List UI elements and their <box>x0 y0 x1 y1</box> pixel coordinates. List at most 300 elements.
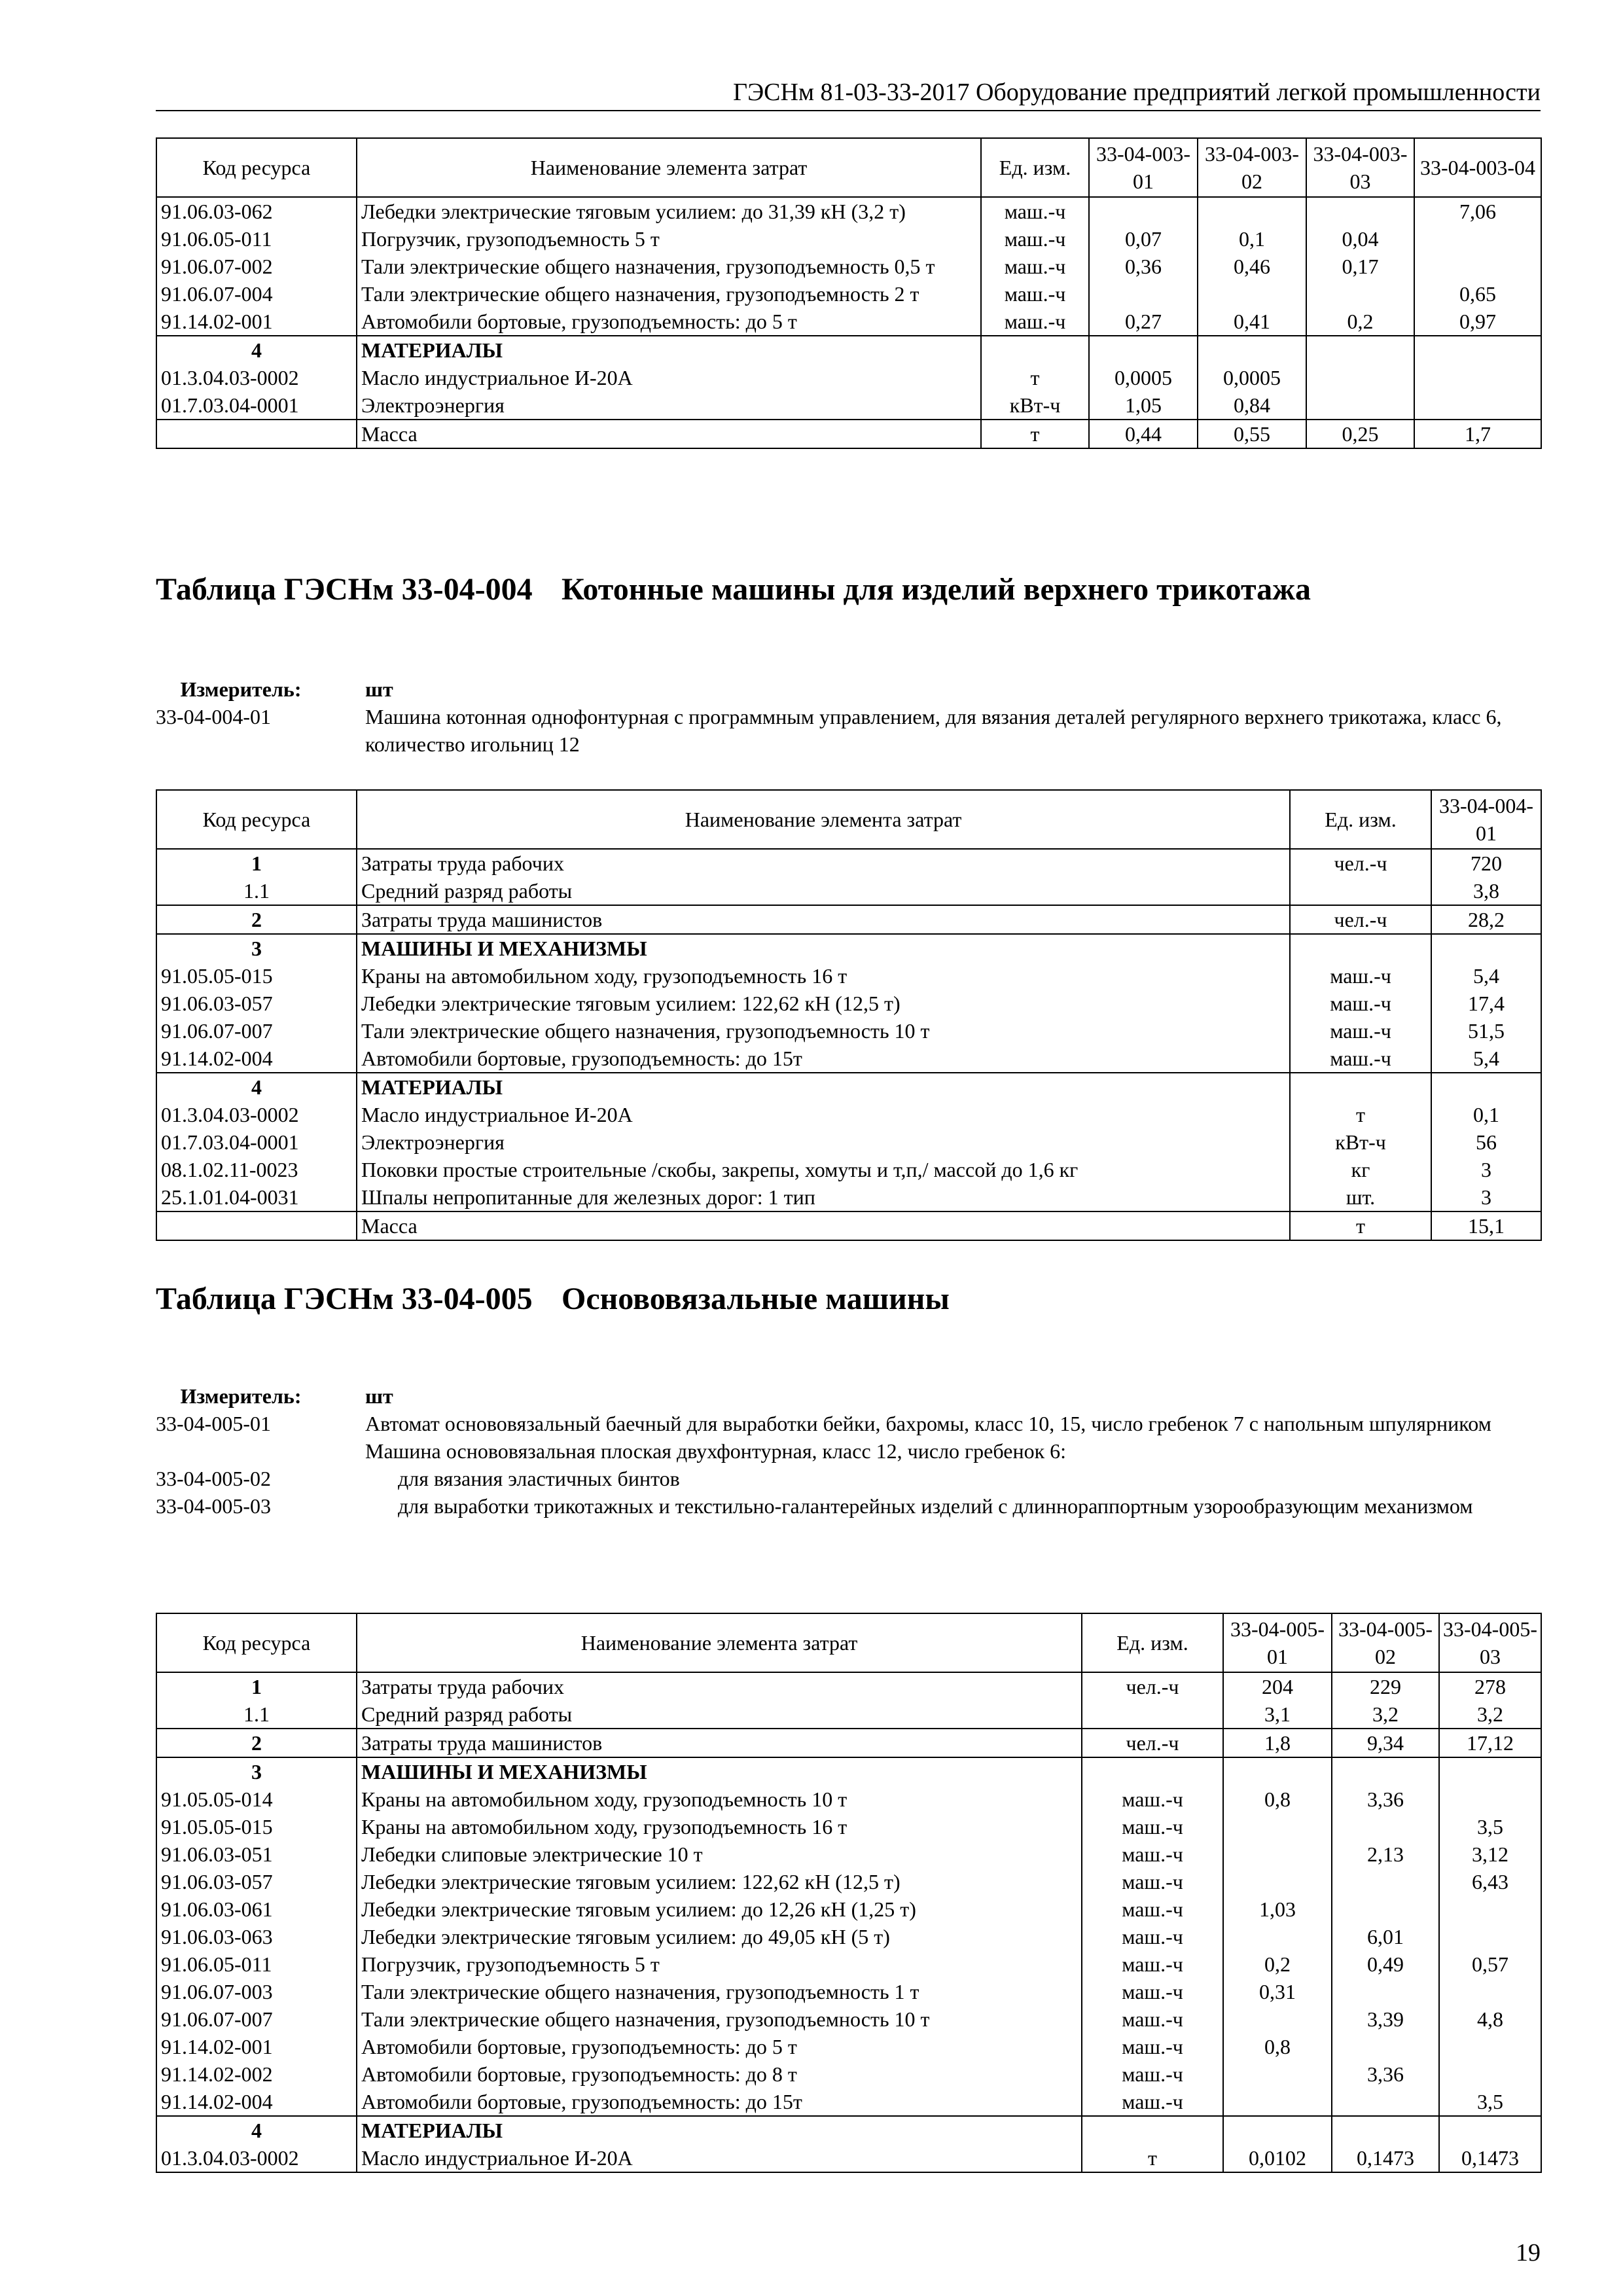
table-row <box>156 1895 1541 1923</box>
norm-value <box>1332 1978 1439 2005</box>
meter-label: Измеритель: <box>180 677 302 701</box>
resource-code: 91.06.03-051 <box>156 1840 357 1868</box>
meter-block-33-04-004 <box>156 675 1541 758</box>
resource-code: 91.06.07-004 <box>156 280 357 308</box>
meter-block-33-04-005 <box>156 1382 1541 1520</box>
resource-code: 4 <box>156 336 357 364</box>
cost-element-name: МАТЕРИАЛЫ <box>357 336 981 364</box>
meter-item <box>156 1492 1541 1520</box>
unit-of-measure: шт. <box>1290 1183 1431 1211</box>
norm-value: 3,12 <box>1439 1840 1541 1868</box>
norm-value: 9,34 <box>1332 1729 1439 1757</box>
cost-element-name: Лебедки электрические тяговым усилием: до 49,05 кН (5 т) <box>357 1923 1082 1950</box>
norm-value: 0,44 <box>1089 420 1198 448</box>
unit-of-measure: чел.-ч <box>1290 905 1431 934</box>
unit-of-measure: маш.-ч <box>1082 1950 1223 1978</box>
table-row <box>156 1101 1541 1128</box>
table-row <box>156 1128 1541 1156</box>
unit-of-measure: т <box>981 364 1089 391</box>
table-row <box>156 962 1541 990</box>
resource-code: 91.14.02-002 <box>156 2060 357 2088</box>
column-header: Ед. изм. <box>1082 1613 1223 1672</box>
resource-code: 01.3.04.03-0002 <box>156 364 357 391</box>
cost-element-name: Затраты труда рабочих <box>357 1672 1082 1700</box>
cost-element-name: Средний разряд работы <box>357 877 1290 905</box>
norm-value: 3,39 <box>1332 2005 1439 2033</box>
norm-value: 0,1 <box>1431 1101 1541 1128</box>
unit-of-measure: маш.-ч <box>981 280 1089 308</box>
norm-value: 7,06 <box>1414 197 1541 225</box>
table-row <box>156 877 1541 905</box>
norm-value: 0,2 <box>1306 308 1414 336</box>
resource-code: 91.14.02-001 <box>156 308 357 336</box>
norm-value <box>1332 2033 1439 2060</box>
table-row <box>156 2005 1541 2033</box>
cost-element-name: Средний разряд работы <box>357 1700 1082 1729</box>
cost-element-name: Затраты труда машинистов <box>357 1729 1082 1757</box>
norm-value <box>1223 1868 1332 1895</box>
norm-value: 229 <box>1332 1672 1439 1700</box>
norm-code-header: 33-04-005-02 <box>1332 1613 1439 1672</box>
norm-value: 0,46 <box>1198 253 1306 280</box>
norm-value: 28,2 <box>1431 905 1541 934</box>
resource-code: 3 <box>156 1757 357 1785</box>
norm-value: 0,31 <box>1223 1978 1332 2005</box>
norm-value: 3 <box>1431 1183 1541 1211</box>
norm-value: 5,4 <box>1431 1045 1541 1073</box>
resource-code: 91.06.07-007 <box>156 2005 357 2033</box>
unit-of-measure: маш.-ч <box>1082 2033 1223 2060</box>
norm-value <box>1198 280 1306 308</box>
cost-element-name: Погрузчик, грузоподъемность 5 т <box>357 1950 1082 1978</box>
norm-value: 0,65 <box>1414 280 1541 308</box>
cost-element-name: Масса <box>357 420 981 448</box>
unit-of-measure: маш.-ч <box>981 253 1089 280</box>
norm-code-header: 33-04-003-01 <box>1089 138 1198 197</box>
column-header: Код ресурса <box>156 138 357 197</box>
unit-of-measure <box>1082 1700 1223 1729</box>
norm-value <box>1223 2116 1332 2144</box>
norm-value <box>1439 2116 1541 2144</box>
norm-value: 6,43 <box>1439 1868 1541 1895</box>
cost-element-name: Шпалы непропитанные для железных дорог: 1 тип <box>357 1183 1290 1211</box>
column-header: Ед. изм. <box>981 138 1089 197</box>
norm-value: 0,8 <box>1223 2033 1332 2060</box>
meter-value: шт <box>365 1384 393 1408</box>
norm-value: 0,25 <box>1306 420 1414 448</box>
norm-value: 0,1 <box>1198 225 1306 253</box>
table-title-text: Котонные машины для изделий верхнего трикотажа <box>562 572 1311 607</box>
cost-element-name: Автомобили бортовые, грузоподъемность: до 5 т <box>357 2033 1082 2060</box>
norm-value: 0,0102 <box>1223 2144 1332 2172</box>
norm-value: 0,49 <box>1332 1950 1439 1978</box>
norm-code: 33-04-005-03 <box>156 1494 271 1518</box>
norm-value: 1,03 <box>1223 1895 1332 1923</box>
table-row <box>156 1978 1541 2005</box>
resource-table-33-04-005 <box>156 1613 1542 2173</box>
norm-code-header: 33-04-003-03 <box>1306 138 1414 197</box>
unit-of-measure: маш.-ч <box>981 225 1089 253</box>
unit-of-measure: кВт-ч <box>1290 1128 1431 1156</box>
unit-of-measure <box>1290 1073 1431 1101</box>
table-row <box>156 391 1541 420</box>
norm-value <box>1306 364 1414 391</box>
resource-code: 91.06.03-061 <box>156 1895 357 1923</box>
cost-element-name: Масло индустриальное И-20А <box>357 2144 1082 2172</box>
norm-code: 33-04-005-02 <box>156 1467 271 1490</box>
resource-code <box>156 1211 357 1240</box>
unit-of-measure: маш.-ч <box>1082 1923 1223 1950</box>
resource-code: 91.06.03-057 <box>156 1868 357 1895</box>
table-row <box>156 1923 1541 1950</box>
unit-of-measure: маш.-ч <box>1082 1840 1223 1868</box>
meter-item <box>156 1410 1541 1437</box>
cost-element-name: Краны на автомобильном ходу, грузоподъемность 10 т <box>357 1785 1082 1813</box>
resource-code: 25.1.01.04-0031 <box>156 1183 357 1211</box>
norm-value <box>1439 1923 1541 1950</box>
cost-element-name: Автомобили бортовые, грузоподъемность: до 5 т <box>357 308 981 336</box>
unit-of-measure: т <box>1290 1211 1431 1240</box>
unit-of-measure: маш.-ч <box>1082 1895 1223 1923</box>
norm-value: 1,05 <box>1089 391 1198 420</box>
norm-value: 0,55 <box>1198 420 1306 448</box>
resource-code <box>156 420 357 448</box>
cost-element-name: Автомобили бортовые, грузоподъемность: до 15т <box>357 2088 1082 2116</box>
unit-of-measure: чел.-ч <box>1082 1729 1223 1757</box>
norm-value: 51,5 <box>1431 1017 1541 1045</box>
meter-item <box>156 1465 1541 1492</box>
cost-element-name: Масса <box>357 1211 1290 1240</box>
section-row <box>156 849 1541 877</box>
unit-of-measure <box>1082 2116 1223 2144</box>
norm-description: для вязания эластичных бинтов <box>398 1467 680 1490</box>
table-row <box>156 990 1541 1017</box>
table-row <box>156 1785 1541 1813</box>
cost-element-name: Лебедки электрические тяговым усилием: до 12,26 кН (1,25 т) <box>357 1895 1082 1923</box>
norm-value <box>1414 336 1541 364</box>
resource-code: 91.06.03-063 <box>156 1923 357 1950</box>
table-row <box>156 308 1541 336</box>
cost-element-name: Погрузчик, грузоподъемность 5 т <box>357 225 981 253</box>
norm-value: 4,8 <box>1439 2005 1541 2033</box>
norm-description: для выработки трикотажных и текстильно-галантерейных изделий с длиннораппортным узорообразующим механизмом <box>398 1494 1473 1518</box>
resource-code: 1 <box>156 1672 357 1700</box>
resource-code: 91.06.07-003 <box>156 1978 357 2005</box>
unit-of-measure <box>1290 934 1431 962</box>
column-header: Наименование элемента затрат <box>357 138 981 197</box>
norm-value: 0,1473 <box>1332 2144 1439 2172</box>
norm-value: 17,12 <box>1439 1729 1541 1757</box>
norm-value <box>1439 1757 1541 1785</box>
column-header: Наименование элемента затрат <box>357 1613 1082 1672</box>
norm-value <box>1439 2060 1541 2088</box>
table-title-text: Основовязальные машины <box>562 1282 950 1316</box>
unit-of-measure <box>1082 1757 1223 1785</box>
norm-value <box>1332 1757 1439 1785</box>
resource-code: 91.14.02-004 <box>156 1045 357 1073</box>
norm-value <box>1198 197 1306 225</box>
table-header-row <box>156 138 1541 197</box>
meter-label: Измеритель: <box>180 1384 302 1408</box>
norm-value: 0,1473 <box>1439 2144 1541 2172</box>
norm-value: 15,1 <box>1431 1211 1541 1240</box>
norm-value <box>1089 280 1198 308</box>
resource-code: 01.7.03.04-0001 <box>156 1128 357 1156</box>
table-row <box>156 253 1541 280</box>
norm-value: 0,57 <box>1439 1950 1541 1978</box>
norm-value: 3,36 <box>1332 1785 1439 1813</box>
resource-code: 01.3.04.03-0002 <box>156 1101 357 1128</box>
unit-of-measure: маш.-ч <box>981 197 1089 225</box>
norm-value: 6,01 <box>1332 1923 1439 1950</box>
mass-row <box>156 420 1541 448</box>
column-header: Код ресурса <box>156 1613 357 1672</box>
norm-value: 3,5 <box>1439 2088 1541 2116</box>
unit-of-measure: т <box>1082 2144 1223 2172</box>
cost-element-name: МАШИНЫ И МЕХАНИЗМЫ <box>357 934 1290 962</box>
norm-code: 33-04-004-01 <box>156 705 271 728</box>
norm-value: 0,97 <box>1414 308 1541 336</box>
norm-value: 3,8 <box>1431 877 1541 905</box>
page-number: 19 <box>1516 2239 1541 2267</box>
norm-value <box>1332 1813 1439 1840</box>
norm-value: 3,2 <box>1332 1700 1439 1729</box>
section-row <box>156 1672 1541 1700</box>
resource-code: 4 <box>156 1073 357 1101</box>
norm-value <box>1223 2005 1332 2033</box>
cost-element-name: Электроэнергия <box>357 1128 1290 1156</box>
table-row <box>156 1950 1541 1978</box>
norm-value <box>1439 2033 1541 2060</box>
resource-code: 91.06.05-011 <box>156 225 357 253</box>
norm-value: 0,27 <box>1089 308 1198 336</box>
cost-element-name: МАШИНЫ И МЕХАНИЗМЫ <box>357 1757 1082 1785</box>
norm-value <box>1414 225 1541 253</box>
resource-code: 91.06.07-002 <box>156 253 357 280</box>
table-title-number: Таблица ГЭСНм 33-04-004 <box>156 572 533 607</box>
table-row <box>156 280 1541 308</box>
norm-value <box>1223 2060 1332 2088</box>
table-row <box>156 1045 1541 1073</box>
norm-value: 0,0005 <box>1198 364 1306 391</box>
resource-code: 01.7.03.04-0001 <box>156 391 357 420</box>
unit-of-measure: маш.-ч <box>1290 962 1431 990</box>
norm-value: 5,4 <box>1431 962 1541 990</box>
resource-code: 4 <box>156 2116 357 2144</box>
section-row <box>156 1073 1541 1101</box>
table-row <box>156 364 1541 391</box>
norm-value: 3,5 <box>1439 1813 1541 1840</box>
section-row <box>156 336 1541 364</box>
cost-element-name: Лебедки слиповые электрические 10 т <box>357 1840 1082 1868</box>
unit-of-measure: маш.-ч <box>1082 1785 1223 1813</box>
norm-value <box>1223 1757 1332 1785</box>
unit-of-measure: маш.-ч <box>1082 2060 1223 2088</box>
norm-description: Машина основовязальная плоская двухфонтурная, класс 12, число гребенок 6: <box>365 1439 1066 1463</box>
unit-of-measure: маш.-ч <box>1082 2005 1223 2033</box>
unit-of-measure: кВт-ч <box>981 391 1089 420</box>
norm-value <box>1198 336 1306 364</box>
cost-element-name: Краны на автомобильном ходу, грузоподъемность 16 т <box>357 962 1290 990</box>
column-header: Код ресурса <box>156 790 357 849</box>
table-row <box>156 225 1541 253</box>
table-row <box>156 197 1541 225</box>
norm-value <box>1414 364 1541 391</box>
resource-code: 91.06.05-011 <box>156 1950 357 1978</box>
norm-value <box>1089 197 1198 225</box>
norm-code-header: 33-04-003-04 <box>1414 138 1541 197</box>
norm-value <box>1431 1073 1541 1101</box>
unit-of-measure <box>981 336 1089 364</box>
cost-element-name: Масло индустриальное И-20А <box>357 364 981 391</box>
norm-value: 0,2 <box>1223 1950 1332 1978</box>
norm-value <box>1223 1840 1332 1868</box>
table-row <box>156 1813 1541 1840</box>
norm-value <box>1439 1895 1541 1923</box>
cost-element-name: Автомобили бортовые, грузоподъемность: до 15т <box>357 1045 1290 1073</box>
table-title-33-04-005 <box>156 1279 950 1319</box>
section-row <box>156 1757 1541 1785</box>
table-header-row <box>156 790 1541 849</box>
cost-element-name: Тали электрические общего назначения, грузоподъемность 10 т <box>357 1017 1290 1045</box>
norm-code: 33-04-005-01 <box>156 1412 271 1435</box>
table-row <box>156 1156 1541 1183</box>
norm-value <box>1332 1868 1439 1895</box>
resource-table-33-04-003 <box>156 137 1542 449</box>
unit-of-measure: маш.-ч <box>1290 1045 1431 1073</box>
norm-value <box>1223 1923 1332 1950</box>
table-row <box>156 2033 1541 2060</box>
norm-value <box>1332 2116 1439 2144</box>
column-header: Наименование элемента затрат <box>357 790 1290 849</box>
norm-code-header: 33-04-003-02 <box>1198 138 1306 197</box>
norm-value: 278 <box>1439 1672 1541 1700</box>
resource-code: 1 <box>156 849 357 877</box>
norm-code <box>156 1437 365 1465</box>
table-row <box>156 2088 1541 2116</box>
norm-value <box>1332 2088 1439 2116</box>
cost-element-name: МАТЕРИАЛЫ <box>357 1073 1290 1101</box>
resource-code: 91.14.02-004 <box>156 2088 357 2116</box>
unit-of-measure <box>1290 877 1431 905</box>
table-title-number: Таблица ГЭСНм 33-04-005 <box>156 1282 533 1316</box>
norm-value: 0,0005 <box>1089 364 1198 391</box>
resource-code: 01.3.04.03-0002 <box>156 2144 357 2172</box>
norm-value <box>1223 1813 1332 1840</box>
table-header-row <box>156 1613 1541 1672</box>
cost-element-name: Краны на автомобильном ходу, грузоподъемность 16 т <box>357 1813 1082 1840</box>
norm-value <box>1439 1785 1541 1813</box>
norm-value: 56 <box>1431 1128 1541 1156</box>
cost-element-name: Тали электрические общего назначения, грузоподъемность 0,5 т <box>357 253 981 280</box>
norm-value <box>1332 1895 1439 1923</box>
resource-code: 1.1 <box>156 1700 357 1729</box>
norm-value: 0,41 <box>1198 308 1306 336</box>
cost-element-name: Электроэнергия <box>357 391 981 420</box>
unit-of-measure: чел.-ч <box>1082 1672 1223 1700</box>
cost-element-name: Масло индустриальное И-20А <box>357 1101 1290 1128</box>
resource-code: 08.1.02.11-0023 <box>156 1156 357 1183</box>
norm-value <box>1089 336 1198 364</box>
norm-value: 3,1 <box>1223 1700 1332 1729</box>
table-title-33-04-004 <box>156 569 1311 610</box>
unit-of-measure: маш.-ч <box>1290 990 1431 1017</box>
table-row <box>156 1017 1541 1045</box>
norm-value <box>1306 280 1414 308</box>
cost-element-name: МАТЕРИАЛЫ <box>357 2116 1082 2144</box>
column-header: Ед. изм. <box>1290 790 1431 849</box>
norm-value: 720 <box>1431 849 1541 877</box>
cost-element-name: Тали электрические общего назначения, грузоподъемность 1 т <box>357 1978 1082 2005</box>
norm-value <box>1306 336 1414 364</box>
table-row <box>156 1868 1541 1895</box>
norm-value: 2,13 <box>1332 1840 1439 1868</box>
cost-element-name: Тали электрические общего назначения, грузоподъемность 10 т <box>357 2005 1082 2033</box>
unit-of-measure: т <box>1290 1101 1431 1128</box>
resource-code: 91.06.03-062 <box>156 197 357 225</box>
norm-value: 3,36 <box>1332 2060 1439 2088</box>
section-row <box>156 934 1541 962</box>
norm-value <box>1414 391 1541 420</box>
unit-of-measure: кг <box>1290 1156 1431 1183</box>
cost-element-name: Лебедки электрические тяговым усилием: 122,62 кН (12,5 т) <box>357 1868 1082 1895</box>
cost-element-name: Лебедки электрические тяговым усилием: 122,62 кН (12,5 т) <box>357 990 1290 1017</box>
norm-value <box>1223 2088 1332 2116</box>
norm-value: 0,17 <box>1306 253 1414 280</box>
cost-element-name: Затраты труда машинистов <box>357 905 1290 934</box>
unit-of-measure: маш.-ч <box>1290 1017 1431 1045</box>
norm-code-header: 33-04-005-01 <box>1223 1613 1332 1672</box>
norm-value <box>1306 197 1414 225</box>
resource-code: 91.05.05-015 <box>156 1813 357 1840</box>
norm-value: 0,07 <box>1089 225 1198 253</box>
unit-of-measure: т <box>981 420 1089 448</box>
table-row <box>156 2144 1541 2172</box>
meter-item <box>156 1437 1541 1465</box>
norm-value: 0,36 <box>1089 253 1198 280</box>
norm-value: 0,04 <box>1306 225 1414 253</box>
unit-of-measure: маш.-ч <box>981 308 1089 336</box>
resource-code: 1.1 <box>156 877 357 905</box>
unit-of-measure: маш.-ч <box>1082 2088 1223 2116</box>
norm-description: Машина котонная однофонтурная с программным управлением, для вязания деталей регулярного верхнего трикотажа, класс 6, количество игольниц 12 <box>365 705 1502 756</box>
table-row <box>156 2060 1541 2088</box>
norm-value: 204 <box>1223 1672 1332 1700</box>
table-row <box>156 1840 1541 1868</box>
resource-code: 3 <box>156 934 357 962</box>
cost-element-name: Поковки простые строительные /скобы, закрепы, хомуты и т,п,/ массой до 1,6 кг <box>357 1156 1290 1183</box>
norm-description: Автомат основовязальный баечный для выработки бейки, бахромы, класс 10, 15, число гребенок 7 с напольным шпулярником <box>365 1412 1491 1435</box>
meter-value: шт <box>365 677 393 701</box>
norm-value: 1,7 <box>1414 420 1541 448</box>
norm-code-header: 33-04-004-01 <box>1431 790 1541 849</box>
resource-code: 91.05.05-014 <box>156 1785 357 1813</box>
cost-element-name: Тали электрические общего назначения, грузоподъемность 2 т <box>357 280 981 308</box>
unit-of-measure: чел.-ч <box>1290 849 1431 877</box>
cost-element-name: Лебедки электрические тяговым усилием: до 31,39 кН (3,2 т) <box>357 197 981 225</box>
resource-code: 2 <box>156 905 357 934</box>
norm-value: 1,8 <box>1223 1729 1332 1757</box>
norm-value <box>1431 934 1541 962</box>
resource-code: 91.05.05-015 <box>156 962 357 990</box>
section-row <box>156 1729 1541 1757</box>
unit-of-measure: маш.-ч <box>1082 1813 1223 1840</box>
unit-of-measure: маш.-ч <box>1082 1868 1223 1895</box>
norm-code-header: 33-04-005-03 <box>1439 1613 1541 1672</box>
norm-value: 0,84 <box>1198 391 1306 420</box>
resource-code: 91.14.02-001 <box>156 2033 357 2060</box>
resource-code: 2 <box>156 1729 357 1757</box>
